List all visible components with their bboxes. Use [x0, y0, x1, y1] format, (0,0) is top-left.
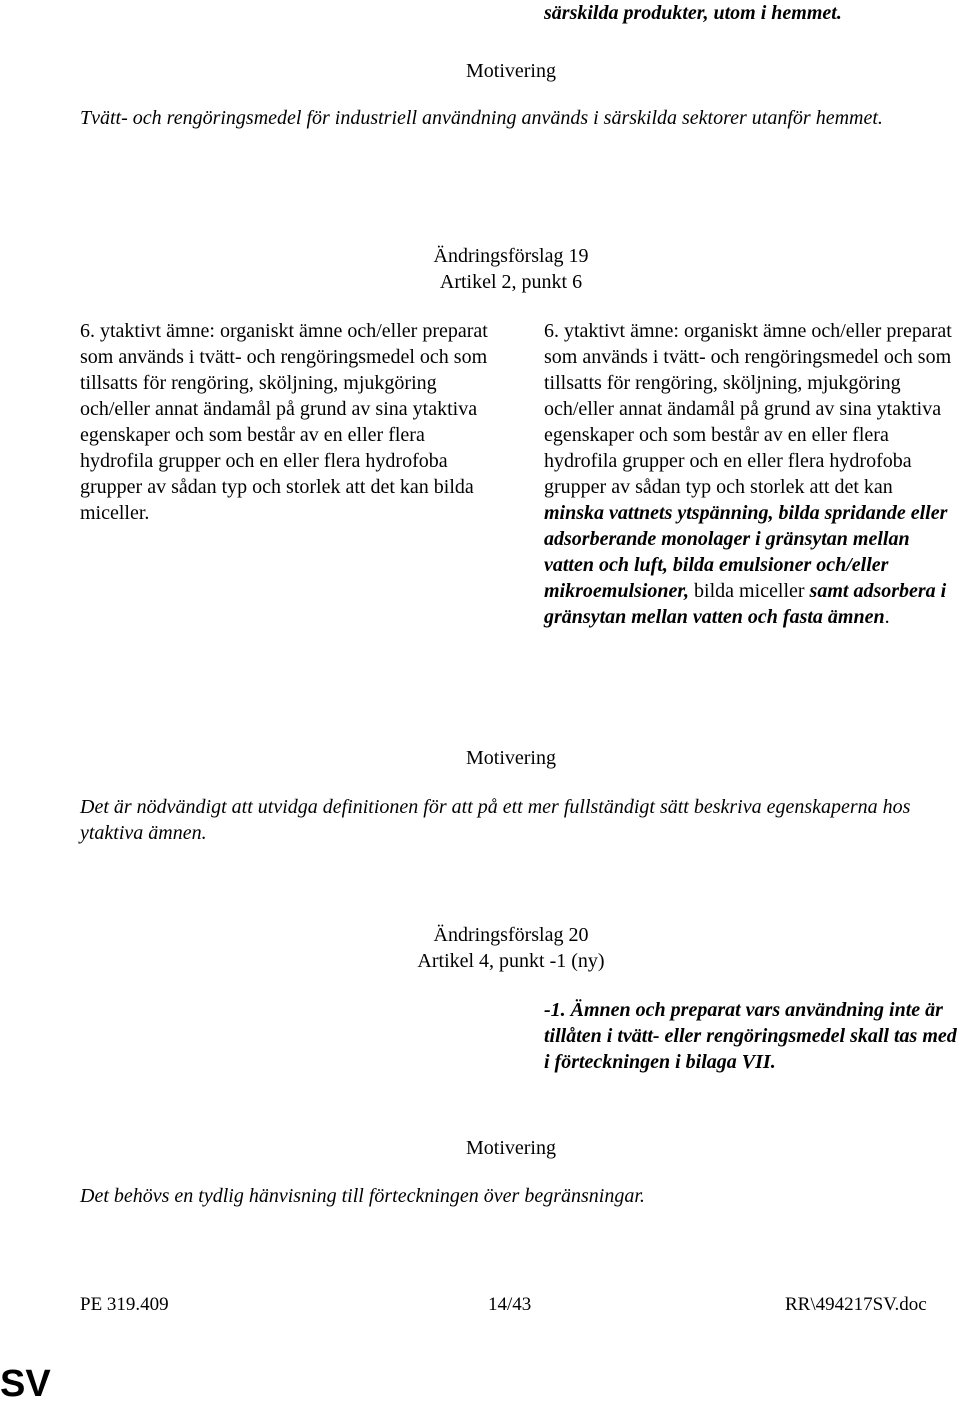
footer-page-number: 14/43	[488, 1294, 532, 1315]
amendment-20-title: Ändringsförslag 20	[433, 924, 589, 946]
amendment-19-original-text	[80, 318, 500, 526]
top-continuation-line: särskilda produkter, utom i hemmet.	[544, 2, 842, 24]
motivering-heading-2: Motivering	[466, 747, 556, 769]
original-paragraph: 6. ytaktivt ämne: organiskt ämne och/eller preparat som används i tvätt- och rengöringsmedel och som tillsatts för rengöring, sköljning, mjukgöring och/eller annat ändamål på grund av sina ytaktiva egenskaper och som består av en eller flera hydrofila grupper och en eller flera hydrofoba grupper av sådan typ och storlek att det kan bilda miceller.	[80, 320, 488, 524]
amended-bold-1: minska vattnets ytspänning, bilda spridande eller adsorberande monolager i gränsytan mellan vatten och luft, bilda emulsioner och/eller mikroemulsioner,	[544, 502, 948, 602]
amended-bold-2: samt adsorbera i gränsytan mellan vatten och fasta ämnen	[544, 580, 947, 628]
amendment-19-article: Artikel 2, punkt 6	[439, 271, 583, 293]
amended-plain-1: 6. ytaktivt ämne: organiskt ämne och/eller preparat som används i tvätt- och rengöringsmedel och som tillsatts för rengöring, sköljning, mjukgöring och/eller annat ändamål på grund av sina ytaktiva egenskaper och som består av en eller flera hydrofila grupper och en eller flera hydrofoba grupper av sådan typ och storlek att det kan	[544, 320, 952, 498]
amendment-19-title: Ändringsförslag 19	[433, 245, 589, 267]
amended-paragraph	[544, 318, 956, 630]
motivering-heading-1: Motivering	[466, 60, 556, 82]
motivering-text-3: Det behövs en tydlig hänvisning till förteckningen över begränsningar.	[80, 1185, 645, 1207]
motivering-text-1: Tvätt- och rengöringsmedel för industriell användning används i särskilda sektorer utanför hemmet.	[80, 107, 883, 129]
language-tag: SV	[0, 1363, 51, 1405]
amended-plain-3: .	[884, 606, 890, 628]
motivering-text-2: Det är nödvändigt att utvidga definitionen för att på ett mer fullständigt sätt beskriva egenskaperna hos ytaktiva ämnen.	[80, 796, 911, 844]
amendment-19-amended-text	[544, 318, 956, 630]
footer-document-number: PE 319.409	[80, 1294, 169, 1315]
amendment-20-amended-text	[544, 997, 958, 1075]
amended-plain-2: bilda miceller	[689, 580, 810, 602]
amendment-20-article: Artikel 4, punkt -1 (ny)	[417, 950, 605, 972]
footer-file-reference: RR\494217SV.doc	[785, 1294, 927, 1315]
motivering-heading-3: Motivering	[466, 1137, 556, 1159]
amended-paragraph-20: -1. Ämnen och preparat vars användning inte är tillåten i tvätt- eller rengöringsmedel skall tas med i förteckningen i bilaga VII.	[544, 999, 957, 1073]
